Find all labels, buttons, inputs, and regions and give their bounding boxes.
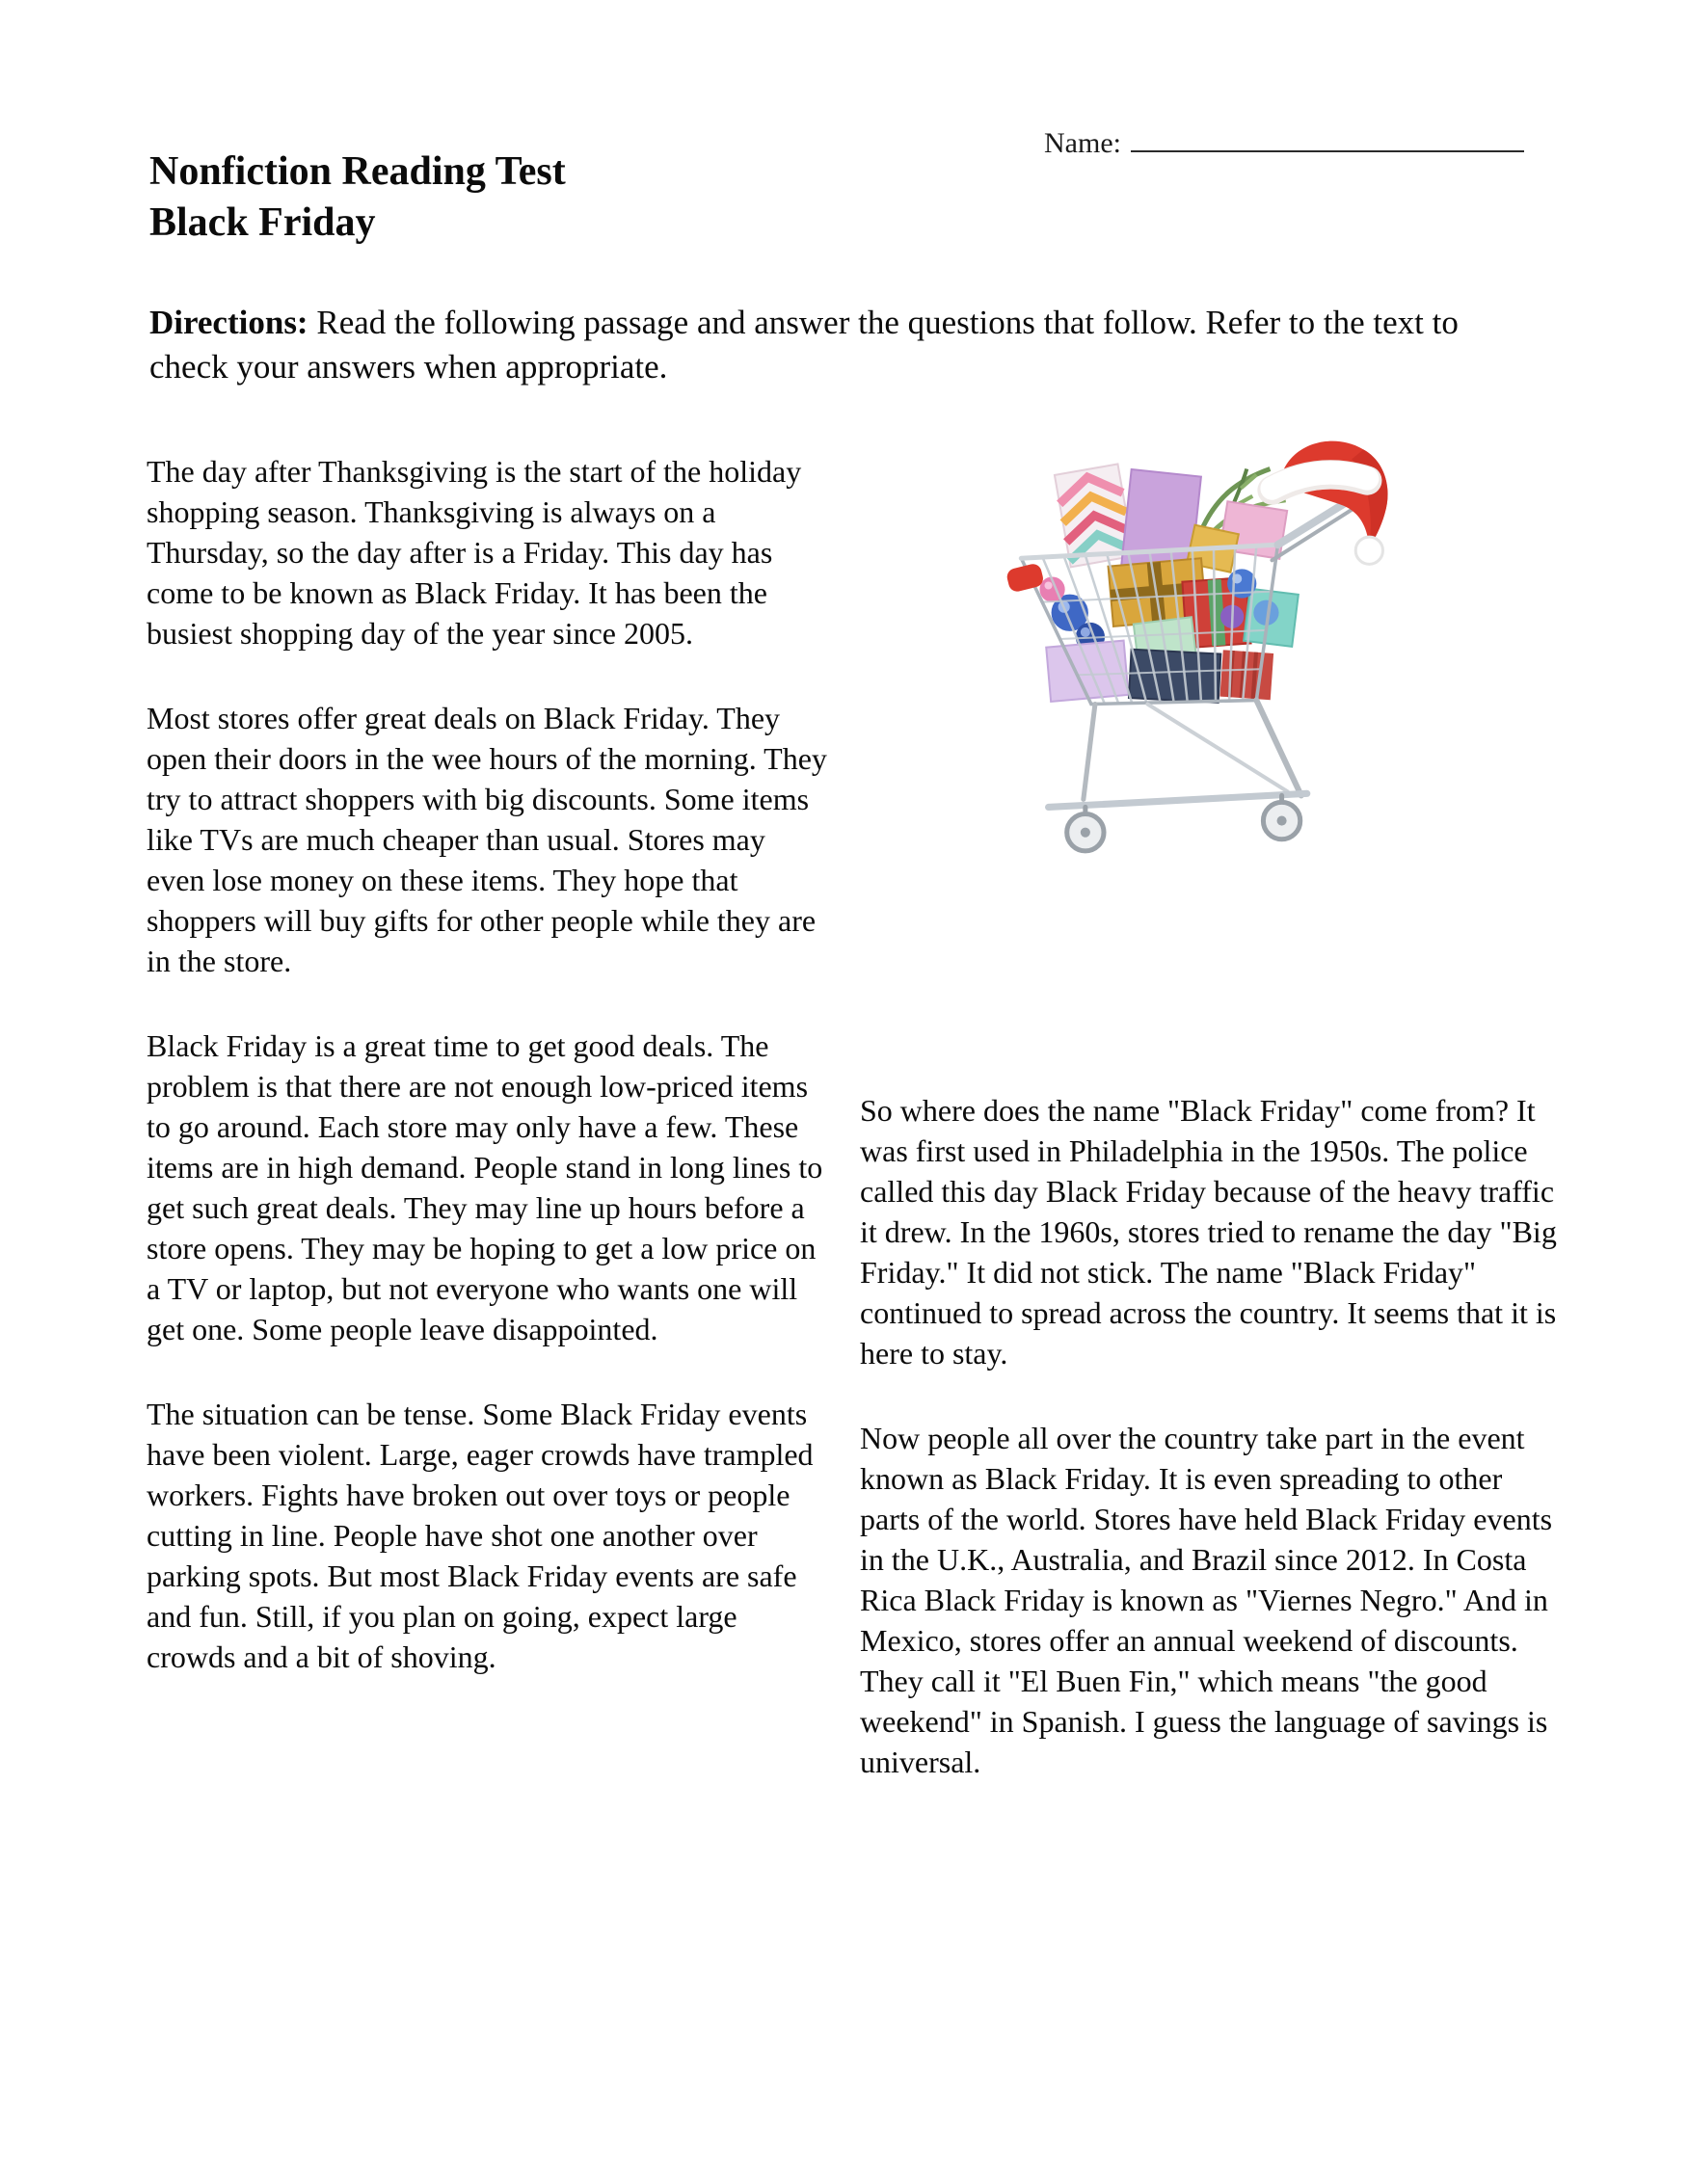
name-label: Name:	[1044, 127, 1121, 159]
passage-paragraph: So where does the name "Black Friday" come from? It was first used in Philadelphia in the 1950s. The police called this day Black Friday because of the heavy traffic it drew. In the 1960s, stores tried to rename the day "Big Friday." It did not stick. The name "Black Friday" continued to spread across the country. It seems that it is here to stay.	[860, 1093, 1557, 1371]
passage-paragraph: Most stores offer great deals on Black Friday. They open their doors in the wee hours of the morning. They try to attract shoppers with big discounts. Some items like TVs are much cheaper than usual. Stores may even lose money on these items. They hope that shoppers will buy gifts for other people while they are in the store.	[147, 701, 827, 978]
directions-text: Read the following passage and answer the questions that follow. Refer to the text to check your answers when appropriate.	[149, 304, 1459, 386]
passage-paragraph: Now people all over the country take part in the event known as Black Friday. It is even spreading to other parts of the world. Stores have held Black Friday events in the U.K., Australia, and Brazil since 2012. In Costa Rica Black Friday is known as "Viernes Negro." And in Mexico, stores offer an annual weekend of discounts. They call it "El Buen Fin," which means "the good weekend" in Spanish. I guess the language of savings is universal.	[860, 1421, 1553, 1779]
title-line-2: Black Friday	[149, 200, 376, 245]
page-title	[149, 146, 566, 249]
passage-paragraph: The situation can be tense. Some Black Friday events have been violent. Large, eager crowds have trampled workers. Fights have broken out over toys or people cutting in line. People have shot one another over parking spots. But most Black Friday events are safe and fun. Still, if you plan on going, expect large crowds and a bit of shoving.	[147, 1397, 814, 1674]
cart-frame	[1049, 701, 1307, 851]
title-line-1: Nonfiction Reading Test	[149, 149, 566, 194]
name-field	[1044, 121, 1524, 160]
directions-label: Directions:	[149, 304, 308, 341]
passage-paragraph: Black Friday is a great time to get good deals. The problem is that there are not enough low-priced items to go around. Each store may only have a few. These items are in high demand. People stand in long lines to get such great deals. They may line up hours before a store opens. They may be hoping to get a low price on a TV or laptop, but not everyone who wants one will get one. Some people leave disappointed.	[147, 1028, 823, 1346]
santa-hat-icon	[1272, 441, 1387, 565]
left-column	[147, 451, 827, 1721]
name-blank-line	[1131, 121, 1524, 152]
right-column	[860, 1090, 1560, 1826]
passage-paragraph: The day after Thanksgiving is the start of the holiday shopping season. Thanksgiving is always on a Thursday, so the day after is a Friday. This day has come to be known as Black Friday. It has been the busiest shopping day of the year since 2005.	[147, 454, 802, 651]
shopping-cart-image	[989, 413, 1442, 869]
directions	[149, 301, 1542, 389]
